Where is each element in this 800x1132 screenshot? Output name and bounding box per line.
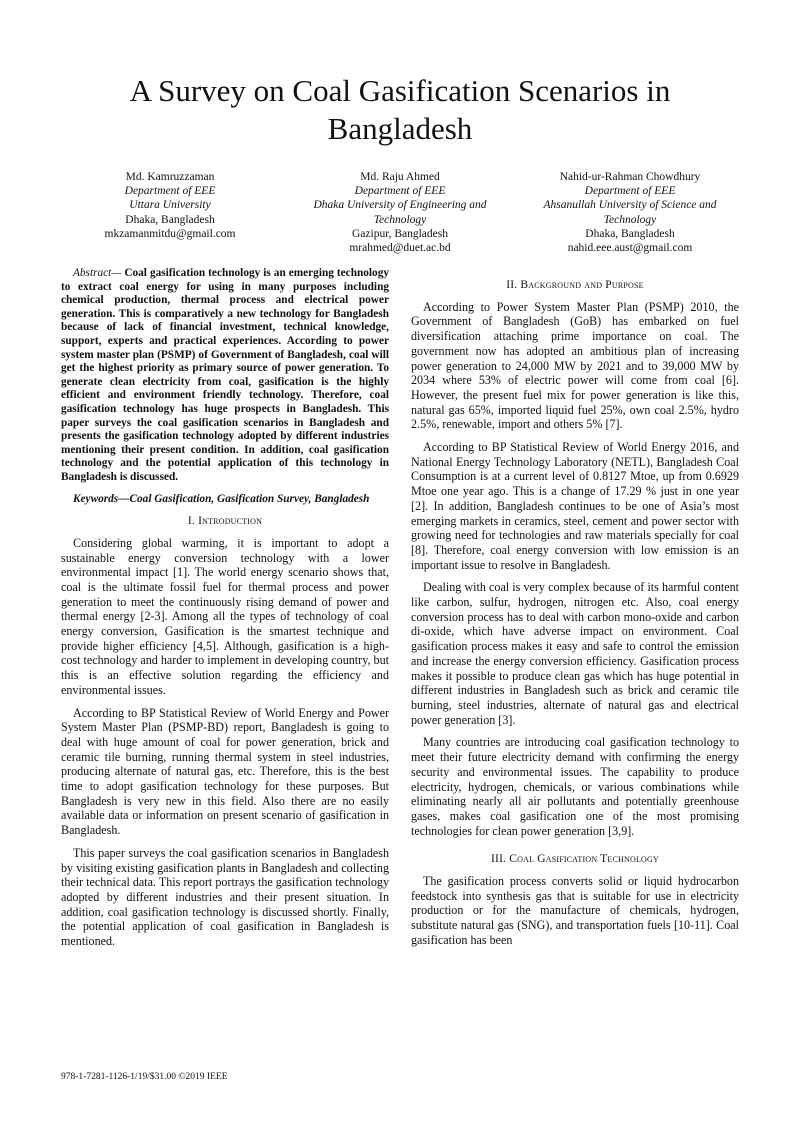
- abstract-lead: Abstract—: [73, 267, 122, 279]
- author-3: [510, 170, 750, 255]
- author-email[interactable]: nahid.eee.aust@gmail.com: [567, 242, 693, 255]
- author-name: Nahid-ur-Rahman Chowdhury: [559, 171, 701, 183]
- author-location: Dhaka, Bangladesh: [585, 227, 675, 240]
- intro-paragraph: Considering global warming, it is important to adopt a sustainable energy conversion technology with a lower environmental impact [1]. The world energy scenario shows that, coal is the ultimate fossil fuel for thermal process and power generation to meet the continuously rising demand of power and thermal energy [2-3]. Among all the types of technology of coal energy conversion, Gasification is the smartest technique and provide higher efficiency [4,5]. Although, gasification is a high-cost technology and harder to implement in developing country, but this is an effective solution regarding the efficiency and environmental issues.: [61, 535, 389, 697]
- coal-paragraph: The gasification process converts solid or liquid hydrocarbon feedstock into synthesis gas that is suitable for use in electricity production or for the manufacture of chemicals, hydrogen, substitute natural gas (SNG), and transportation fuels [10-11]. Coal gasification has been: [411, 874, 739, 947]
- author-email[interactable]: mkzamanmitdu@gmail.com: [104, 227, 236, 240]
- right-column: [411, 278, 739, 956]
- paper-title: A Survey on Coal Gasification Scenarios in Bangladesh: [129, 73, 671, 146]
- author-institution: Uttara University: [129, 199, 211, 212]
- author-location: Dhaka, Bangladesh: [125, 213, 215, 226]
- section-heading-introduction: I. Introduction: [187, 515, 263, 528]
- background-paragraph: Many countries are introducing coal gasification technology to meet their future electricity demand with confirming the energy security and environmental issues. The capability to produce electricity, hydrogen, chemicals, or various combinations while eliminating nearly all air pollutants and potentially greenhouse gases, makes coal gasification one of the most promising technologies for clean power generation [3,9].: [411, 735, 739, 838]
- author-dept: Department of EEE: [584, 185, 676, 198]
- copyright-footer: 978-1-7281-1126-1/19/$31.00 ©2019 IEEE: [61, 1072, 228, 1082]
- author-2: [280, 170, 520, 255]
- author-institution: Dhaka University of Engineering and Technology: [313, 199, 487, 226]
- author-email[interactable]: mrahmed@duet.ac.bd: [349, 242, 451, 255]
- intro-paragraph: This paper surveys the coal gasification scenarios in Bangladesh by visiting existing gasification plants in Bangladesh and collecting their technical data. This report portrays the gasification technology adopted by different industries and their present situation. In addition, coal gasification technology is discussed shortly. Finally, the potential application of coal gasification in Bangladesh is mentioned.: [61, 845, 389, 949]
- author-name: Md. Raju Ahmed: [360, 171, 440, 183]
- keywords: Keywords—Coal Gasification, Gasification Survey, Bangladesh: [73, 492, 370, 505]
- section-heading-coal-gasification: III. Coal Gasification Technology: [491, 853, 659, 866]
- section-heading-background: II. Background and Purpose: [506, 279, 644, 291]
- background-paragraph: According to BP Statistical Review of World Energy 2016, and National Energy Technology Laboratory (NETL), Bangladesh Coal Consumption is at a current level of 0.8127 Mtoe, up from 0.6929 Mtoe one year ago. This is a change of 17.29 % just in one year [2]. In addition, Bangladesh continues to be one of Asia’s most emerging markets in ceramics, steel, cement and power sector with growing need for technologies and raw materials specially for coal [8]. Therefore, coal energy conversion with low emission is an important issue to resolve in Bangladesh.: [411, 440, 739, 572]
- abstract-text: Coal gasification technology is an emerging technology to extract coal energy for using in many purposes including chemical production, thermal process and electrical power generation. This is comparatively a new technology for Bangladesh because of lack of financial investment, technical knowledge, support, experts and practical experiences. According to power system master plan (PSMP) of Government of Bangladesh, coal will get the highest priority as primary source of power generation. To generate clean electricity from coal, gasification is the highly efficient and environment friendly technology. Therefore, coal gasification technology has huge prospects in Bangladesh. This paper surveys the coal gasification scenarios in Bangladesh and presents the gasification technology adopted by different industries mentioning their present condition. In addition, coal gasification technology and the potential application of this technology in Bangladesh is discussed.: [61, 267, 389, 483]
- intro-paragraph: According to BP Statistical Review of World Energy and Power System Master Plan (PSMP-BD) report, Bangladesh is going to deal with huge amount of coal for power generation, brick and ceramic tile burning, running thermal system in steel industries, producing alternate of natural gas, etc. Therefore, this is the best time to adopt gasification technology for these purposes. But Bangladesh is very new in this field. Also there are no easily available data or information on present scenario of gasification in Bangladesh.: [61, 705, 389, 838]
- author-location: Gazipur, Bangladesh: [352, 227, 448, 240]
- author-dept: Department of EEE: [124, 185, 216, 198]
- author-1: [50, 170, 290, 241]
- background-paragraph: Dealing with coal is very complex because of its harmful content like carbon, sulfur, hydrogen, nitrogen etc. Also, coal energy conversion process has to deal with carbon mono-oxide and carbon di-oxide, which have adverse impact on environment. Coal gasification process makes it easy and safe to control the emission and increase the energy conversion efficiency. Gasification process makes it possible to produce clean gas which has huge potential in different industries in Bangladesh such as brick and ceramic tile burning, steel industries, alternate of natural gas and electrical power generation [3].: [411, 580, 739, 727]
- author-institution: Ahsanullah University of Science and Technology: [543, 199, 717, 226]
- author-name: Md. Kamruzzaman: [125, 171, 215, 183]
- author-dept: Department of EEE: [354, 185, 446, 198]
- background-paragraph: According to Power System Master Plan (PSMP) 2010, the Government of Bangladesh (GoB) has embarked on fuel diversification attaching prime importance on coal. The government now has adopted an ambitious plan of increasing power generation to 24,000 MW by 2021 and to 39,000 MW by 2034 where 53% of electric power will come from coal [6]. However, the present fuel mix for power generation is like this, natural gas 65%, imported liquid fuel 25%, own coal 2.5%, hydro 2.5%, renewable, import and others 5% [7].: [411, 299, 739, 432]
- abstract: [61, 267, 389, 485]
- left-column: [61, 267, 389, 957]
